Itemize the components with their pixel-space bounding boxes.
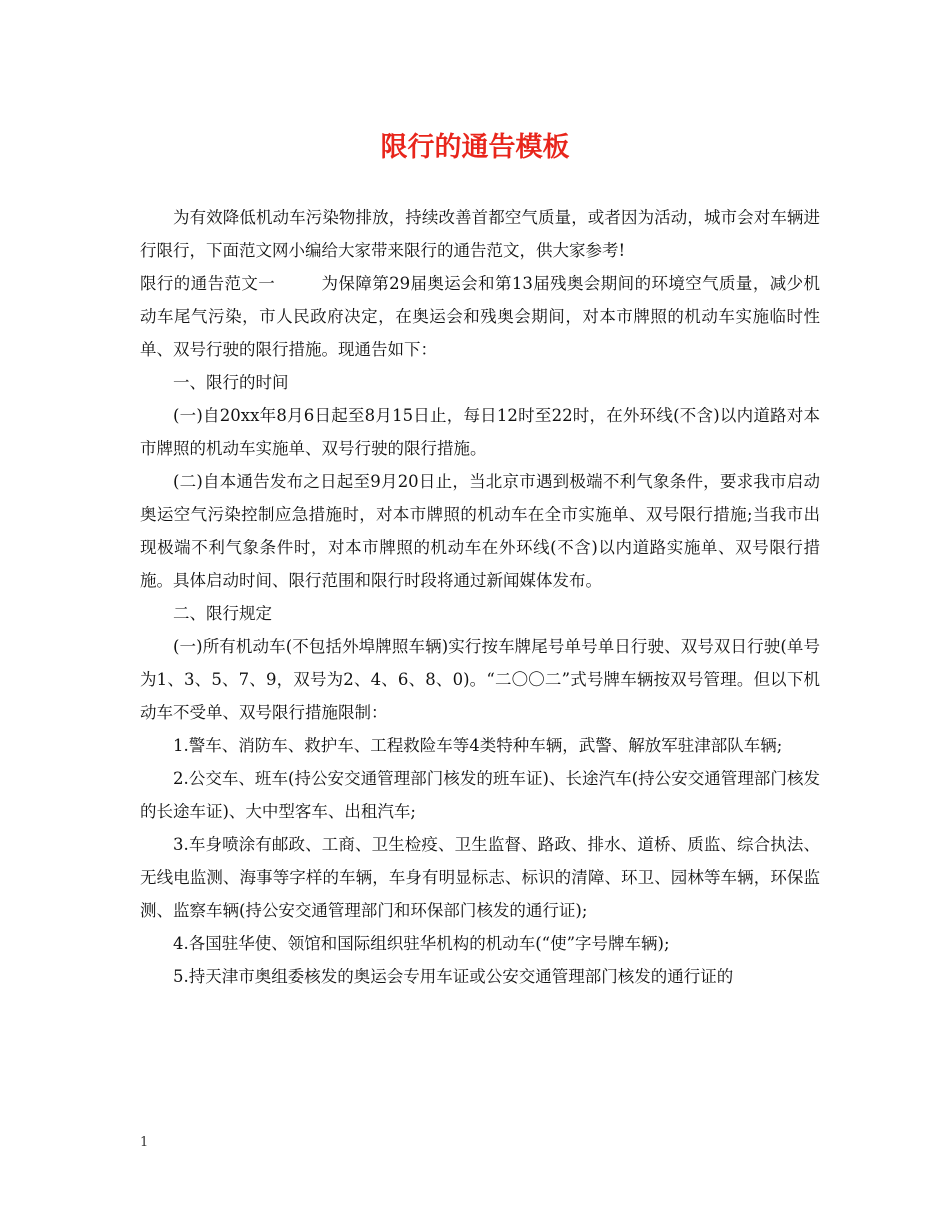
section-heading-rules: 二、限行规定	[173, 604, 272, 623]
list-item-2: 2.公交车、班车(持公安交通管理部门核发的班车证)、长途汽车(持公安交通管理部门核发的长途车证)、大中型客车、出租汽车;	[140, 769, 820, 821]
document-body	[140, 201, 820, 993]
list-item-4: 4.各国驻华使、领馆和国际组织驻华机构的机动车(“使”字号牌车辆);	[173, 934, 670, 953]
section-heading-time: 一、限行的时间	[173, 373, 289, 392]
document-title: 限行的通告模板	[380, 132, 570, 163]
intro-paragraph: 为有效降低机动车污染物排放，持续改善首都空气质量，或者因为活动，城市会对车辆进行限行，下面范文网小编给大家带来限行的通告范文，供大家参考!	[140, 208, 820, 260]
sample-intro-paragraph	[140, 267, 820, 366]
sample-label: 限行的通告范文一	[140, 274, 276, 293]
paragraph-rules-1: (一)所有机动车(不包括外埠牌照车辆)实行按车牌尾号单号单日行驶、双号双日行驶(单号为1、3、5、7、9，双号为2、4、6、8、0)。“二〇〇二”式号牌车辆按双号管理。但以下机动车不受单、双号限行措施限制：	[140, 637, 820, 722]
paragraph-time-2: (二)自本通告发布之日起至9月20日止，当北京市遇到极端不利气象条件，要求我市启动奥运空气污染控制应急措施时，对本市牌照的机动车在全市实施单、双号限行措施;当我市出现极端不利气象条件时，对本市牌照的机动车在外环线(不含)以内道路实施单、双号限行措施。具体启动时间、限行范围和限行时段将通过新闻媒体发布。	[140, 472, 820, 590]
page-number: 1	[140, 1135, 149, 1150]
list-item-5: 5.持天津市奥组委核发的奥运会专用车证或公安交通管理部门核发的通行证的	[173, 967, 734, 986]
paragraph-time-1: (一)自20xx年8月6日起至8月15日止，每日12时至22时，在外环线(不含)以内道路对本市牌照的机动车实施单、双号行驶的限行措施。	[140, 406, 820, 458]
list-item-1: 1.警车、消防车、救护车、工程救险车等4类特种车辆，武警、解放军驻津部队车辆;	[173, 736, 783, 755]
list-item-3: 3.车身喷涂有邮政、工商、卫生检疫、卫生监督、路政、排水、道桥、质监、综合执法、无线电监测、海事等字样的车辆，车身有明显标志、标识的清障、环卫、园林等车辆，环保监测、监察车辆(持公安交通管理部门和环保部门核发的通行证);	[140, 835, 820, 920]
sample-intro-text: 为保障第29届奥运会和第13届残奥会期间的环境空气质量，减少机动车尾气污染，市人民政府决定，在奥运会和残奥会期间，对本市牌照的机动车实施临时性单、双号行驶的限行措施。现通告如下：	[140, 274, 820, 359]
